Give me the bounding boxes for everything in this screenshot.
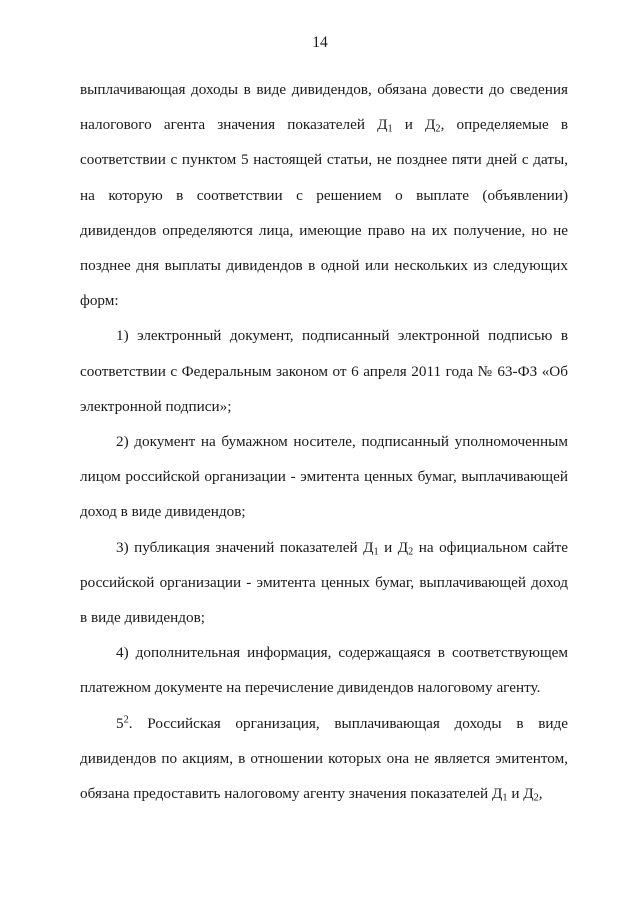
- list-item-1: 1) электронный документ, подписанный электронной подписью в соответствии с Федеральным законом от 6 апреля 2011 года № 63-ФЗ «Об электронной подписи»;: [80, 327, 568, 415]
- list-item-2: 2) документ на бумажном носителе, подписанный уполномоченным лицом российской организации - эмитента ценных бумаг, выплачивающей доход в виде дивидендов;: [80, 433, 568, 521]
- paragraph-continuation: выплачивающая доходы в виде дивидендов, обязана довести до сведения налогового агента значения показателей $Д_1$ и $Д_2$, определяемые в соответствии с пунктом 5 настоящей статьи, не позднее пяти дней с даты, на которую в соответствии с решением о выплате (объявлении) дивидендов определяются лица, имеющие право на их получение, но не позднее дня выплаты дивидендов в одной или нескольких из следующих форм:: [80, 81, 568, 310]
- paragraph-5-2: $5^2$. Российская организация, выплачивающая доходы в виде дивидендов по акциям, в отношении которых она не является эмитентом, обязана предоставить налоговому агенту значения показателей $Д_1$ и $Д_2$,: [80, 713, 568, 804]
- list-item-4: 4) дополнительная информация, содержащаяся в соответствующем платежном документе на перечисление дивидендов налоговому агенту.: [80, 644, 568, 697]
- page-number: 14: [312, 34, 328, 51]
- list-item-3: 3) публикация значений показателей $Д_1$ и $Д_2$ на официальном сайте российской организации - эмитента ценных бумаг, выплачивающей доход в виде дивидендов;: [80, 538, 568, 627]
- document-body: [80, 72, 568, 811]
